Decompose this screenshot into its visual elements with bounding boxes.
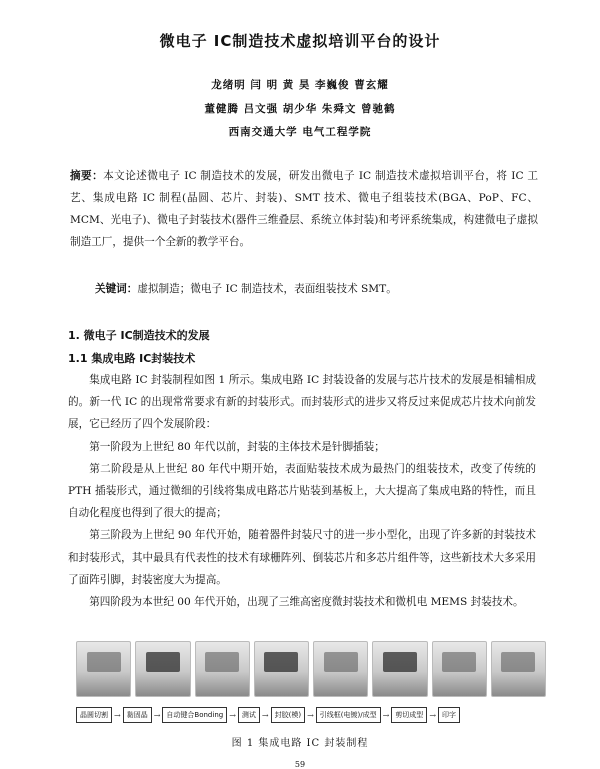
process-step: 印字 xyxy=(438,707,460,723)
equipment-photo xyxy=(254,641,309,697)
paper-title: 微电子 IC制造技术虚拟培训平台的设计 xyxy=(159,32,441,50)
equipment-photo xyxy=(372,641,427,697)
process-step: 自动键合Bonding xyxy=(162,707,227,723)
figure-1 xyxy=(76,641,546,729)
equipment-photo xyxy=(76,641,131,697)
section-heading-1: 1. 微电子 IC制造技术的发展 xyxy=(68,329,210,342)
author-list-line-1: 龙绪明 闫 明 黄 昊 李巍俊 曹玄耀 xyxy=(211,79,389,91)
keywords xyxy=(95,281,545,296)
keywords-text: 虚拟制造；微电子 IC 制造技术，表面组装技术 SMT。 xyxy=(137,283,397,295)
arrow-right-icon: → xyxy=(429,710,437,720)
abstract-text: 本文论述微电子 IC 制造技术的发展，研发出微电子 IC 制造技术虚拟培训平台，将 IC 工艺、集成电路 IC 制程(晶圆、芯片、封装)、SMT 技术、微电子组装技术(BGA、PoP、FC、MCM、光电子)、微电子封装技术(器件三维叠层、系统立体封装)和考评系统集成，构建微电子虚拟制造工厂，提供一个全新的教学平台。 xyxy=(70,170,539,248)
paragraph: 第四阶段为本世纪 00 年代开始，出现了三维高密度微封装技术和微机电 MEMS 封装技术。 xyxy=(89,596,524,609)
figure-caption: 图 1 集成电路 IC 封装制程 xyxy=(231,738,369,749)
arrow-right-icon: → xyxy=(307,710,314,720)
paragraph: 第二阶段是从上世纪 80 年代中期开始，表面贴装技术成为最热门的组装技术，改变了传统的 PTH 插装形式，通过微细的引线将集成电路芯片贴装到基板上，大大提高了集成电路的特性，而且自动化程度也得到了很大的提高； xyxy=(68,462,536,520)
process-step: 剪切成型 xyxy=(391,707,427,723)
section-body xyxy=(68,369,536,613)
process-step: 晶圆切割 xyxy=(76,707,112,723)
equipment-photo xyxy=(135,641,190,697)
equipment-photo xyxy=(195,641,250,697)
process-step: 引线框(电镀)/成型 xyxy=(316,707,381,723)
process-step: 封胶(模) xyxy=(271,707,305,723)
equipment-photo xyxy=(432,641,487,697)
paragraph: 集成电路 IC 封装制程如图 1 所示。集成电路 IC 封装设备的发展与芯片技术的发展是相辅相成的。新一代 IC 的出现常常要求有新的封装形式。而封装形式的进步又将反过来促成芯片技术向前发展，它已经历了四个发展阶段： xyxy=(68,374,536,431)
equipment-photo xyxy=(491,641,546,697)
arrow-right-icon: → xyxy=(229,710,236,720)
arrow-right-icon: → xyxy=(261,710,269,720)
arrow-right-icon: → xyxy=(114,710,121,720)
paragraph: 第一阶段为上世纪 80 年代以前，封装的主体技术是针脚插装； xyxy=(89,440,385,453)
equipment-photo xyxy=(313,641,368,697)
process-step: 测试 xyxy=(238,707,260,723)
subsection-heading-1-1: 1.1 集成电路 IC封装技术 xyxy=(68,352,196,365)
arrow-right-icon: → xyxy=(153,710,161,720)
arrow-right-icon: → xyxy=(382,710,390,720)
abstract-label: 摘要： xyxy=(70,170,104,182)
equipment-photo-strip xyxy=(76,641,546,697)
author-list-line-2: 董健腾 吕文强 胡少华 朱舜文 曾驰鹤 xyxy=(204,103,396,115)
paragraph: 第三阶段为上世纪 90 年代开始，随着器件封装尺寸的进一步小型化，出现了许多新的封装技术和封装形式，其中最具有代表性的技术有球栅阵列、倒装芯片和多芯片组件等，这些新技术大多采用了面阵引脚，封装密度大为提高。 xyxy=(68,529,536,586)
process-step: 黏固晶 xyxy=(123,707,152,723)
page-number: 59 xyxy=(294,760,306,769)
abstract xyxy=(70,165,538,253)
keywords-label: 关键词： xyxy=(95,283,138,295)
affiliation: 西南交通大学 电气工程学院 xyxy=(228,126,372,138)
process-flow xyxy=(76,707,546,723)
